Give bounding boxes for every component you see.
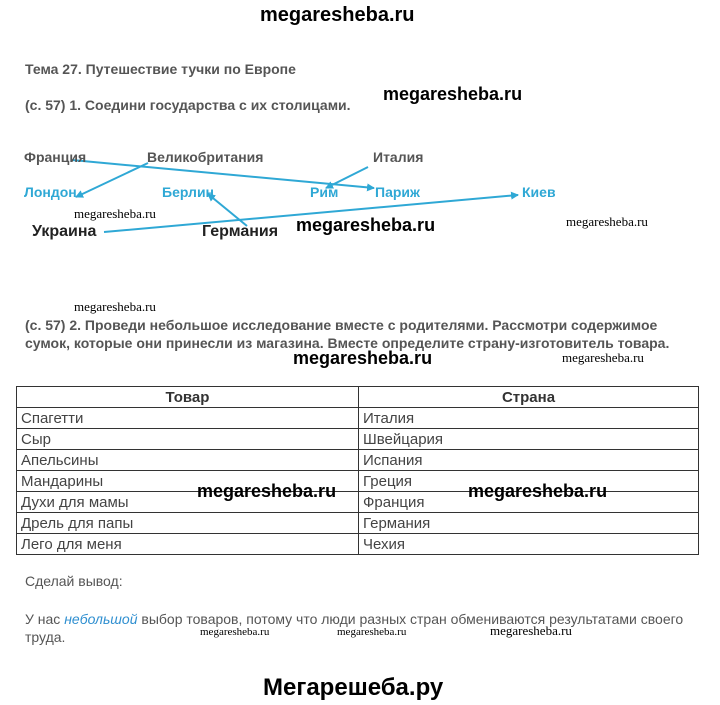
answer-prefix: У нас (25, 611, 65, 627)
header-country: Страна (359, 387, 699, 408)
capital-london: Лондон (24, 184, 77, 200)
watermark: megaresheba.ru (200, 626, 270, 638)
cell-country: Германия (359, 513, 699, 534)
task1-text: (с. 57) 1. Соедини государства с их столицами. (25, 97, 351, 113)
cell-country: Чехия (359, 534, 699, 555)
watermark: megaresheba.ru (296, 215, 436, 235)
country-britain: Великобритания (147, 149, 264, 165)
line-britain-london (76, 163, 148, 197)
watermark: megaresheba.ru (383, 84, 523, 104)
table-row (17, 408, 699, 429)
conclusion-label: Сделай вывод: (25, 573, 123, 589)
cell-country: Швейцария (359, 429, 699, 450)
header-goods: Товар (17, 387, 359, 408)
cell-goods: Сыр (17, 429, 359, 450)
watermark: megaresheba.ru (293, 348, 433, 368)
watermark: megaresheba.ru (468, 481, 608, 501)
watermark: megaresheba.ru (566, 214, 648, 229)
topic-title: Тема 27. Путешествие тучки по Европе (25, 61, 296, 77)
capital-berlin: Берлин (162, 184, 215, 200)
watermark: megaresheba.ru (197, 481, 337, 501)
cell-goods: Спагетти (17, 408, 359, 429)
cell-goods: Лего для меня (17, 534, 359, 555)
capital-rome: Рим (310, 184, 339, 200)
cell-goods: Апельсины (17, 450, 359, 471)
cell-goods: Мандарины (17, 471, 359, 492)
table-row (17, 513, 699, 534)
cell-country: Франция (359, 492, 699, 513)
cell-country: Греция (359, 471, 699, 492)
capital-paris: Париж (375, 184, 420, 200)
answer-filled-word: небольшой (64, 611, 138, 627)
task2-text: (с. 57) 2. Проведи небольшое исследование вместе с родителями. Рассмотри содержимое сумок, которые они принесли из магазина. Вместе определите страну-изготовитель товара. (25, 317, 670, 351)
cell-goods: Духи для мамы (17, 492, 359, 513)
watermark: megaresheba.ru (337, 626, 407, 638)
table-row (17, 534, 699, 555)
table-header-row (17, 387, 699, 408)
table-row (17, 450, 699, 471)
watermark: megaresheba.ru (562, 350, 644, 365)
cell-country: Испания (359, 450, 699, 471)
country-germany: Германия (202, 223, 279, 240)
country-italy: Италия (373, 149, 424, 165)
watermark: megaresheba.ru (74, 206, 156, 221)
capital-kiev: Киев (522, 184, 556, 200)
cell-goods: Дрель для папы (17, 513, 359, 534)
footer-brand: Мегарешеба.ру (263, 674, 444, 701)
table-row (17, 429, 699, 450)
country-france: Франция (24, 149, 87, 165)
country-ukraine: Украина (32, 223, 97, 240)
watermark-top: megaresheba.ru (260, 4, 415, 26)
goods-table (16, 386, 699, 555)
cell-country: Италия (359, 408, 699, 429)
watermark: megaresheba.ru (490, 623, 572, 638)
answer-suffix: выбор товаров, потому что люди разных стран обмениваются результатами своего труда. (25, 611, 684, 645)
watermark: megaresheba.ru (74, 299, 156, 314)
line-ukraine-kiev (104, 195, 518, 232)
